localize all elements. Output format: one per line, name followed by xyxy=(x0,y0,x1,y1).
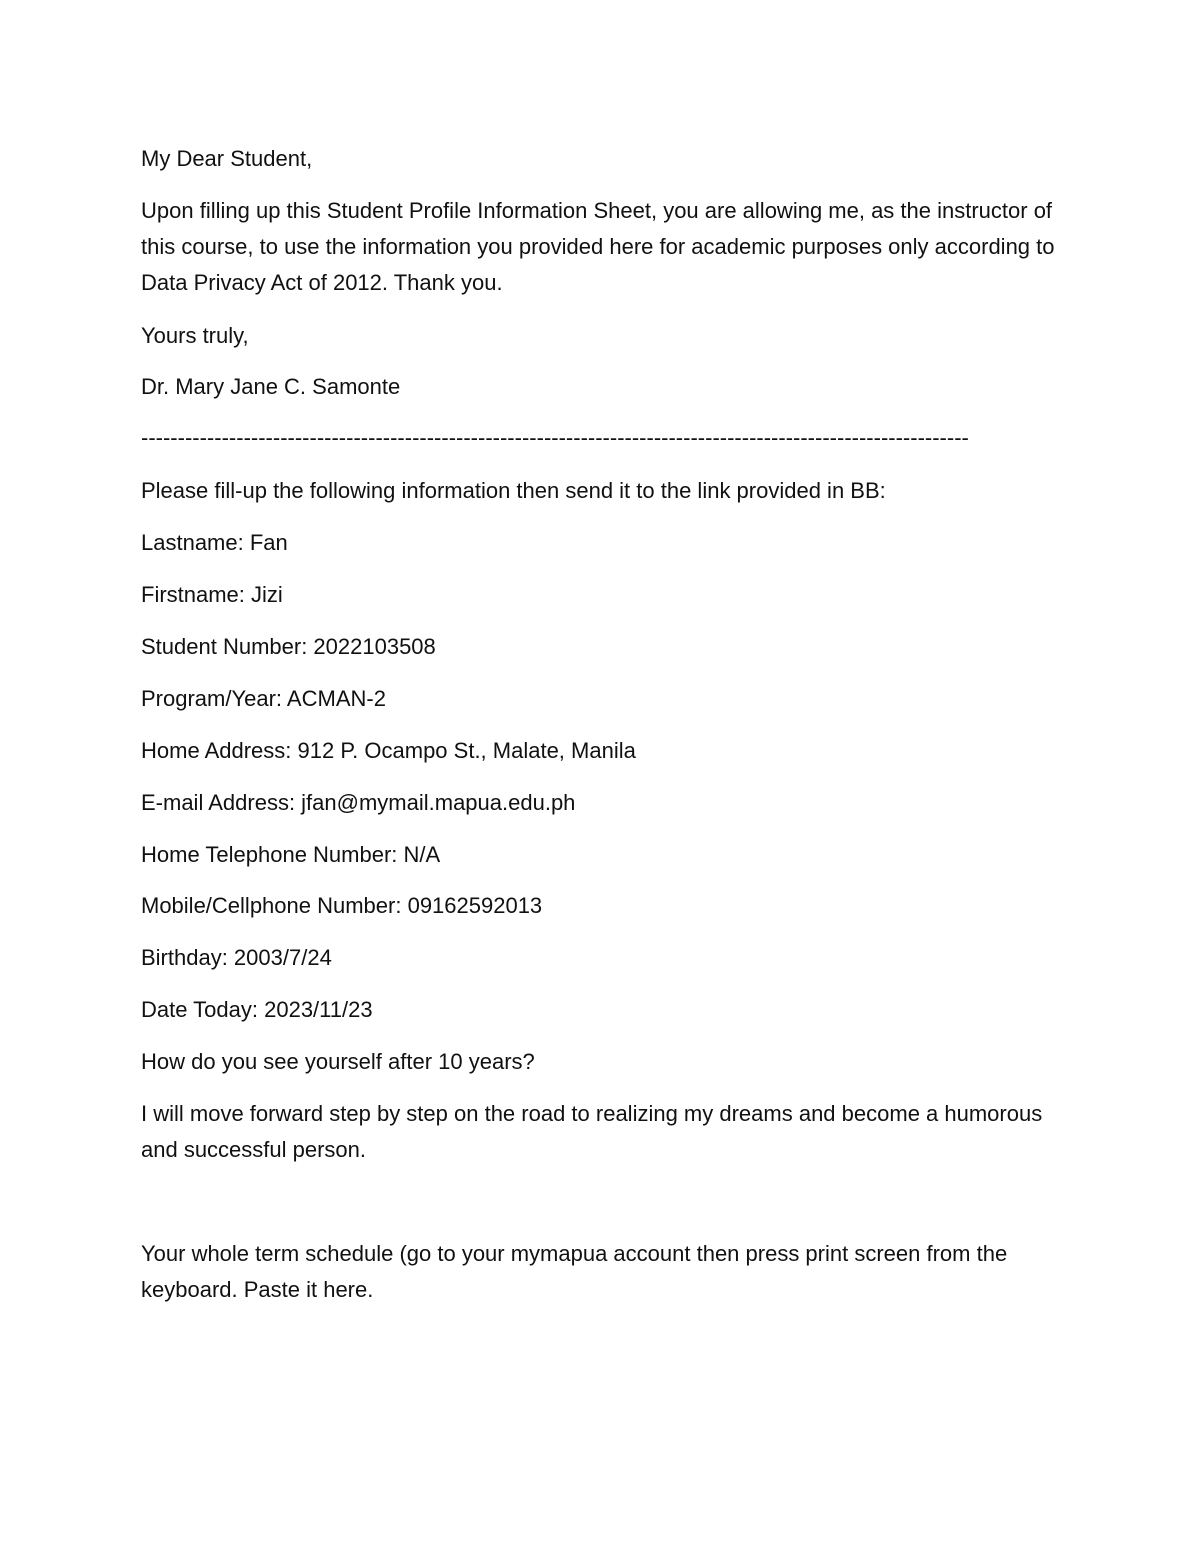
field-home-telephone: Home Telephone Number: N/A xyxy=(141,842,441,867)
field-student-number: Student Number: 2022103508 xyxy=(141,634,436,659)
form-instructions: Please fill-up the following information then send it to the link provided in BB: xyxy=(141,478,886,503)
field-mobile: Mobile/Cellphone Number: 09162592013 xyxy=(141,893,543,918)
field-birthday: Birthday: 2003/7/24 xyxy=(141,945,332,970)
question: How do you see yourself after 10 years? xyxy=(141,1049,535,1074)
signature-name: Dr. Mary Jane C. Samonte xyxy=(141,374,401,399)
field-email: E-mail Address: jfan@mymail.mapua.edu.ph xyxy=(141,790,576,815)
field-home-address: Home Address: 912 P. Ocampo St., Malate, Manila xyxy=(141,738,636,763)
answer-paragraph: I will move forward step by step on the road to realizing my dreams and become a humorous and successful person. xyxy=(141,1101,1043,1162)
consent-paragraph: Upon filling up this Student Profile Information Sheet, you are allowing me, as the instructor of this course, to use the information you provided here for academic purposes only according to Data Privacy Act of 2012. Thank you. xyxy=(141,198,1055,295)
salutation: My Dear Student, xyxy=(141,146,313,171)
schedule-note: Your whole term schedule (go to your mymapua account then press print screen from the keyboard. Paste it here. xyxy=(141,1241,1008,1302)
field-program-year: Program/Year: ACMAN-2 xyxy=(141,686,386,711)
dashed-separator: ----------------------------------------------------------------------------------------------------------------- xyxy=(141,425,969,450)
closing: Yours truly, xyxy=(141,323,249,348)
field-firstname: Firstname: Jizi xyxy=(141,582,283,607)
field-lastname: Lastname: Fan xyxy=(141,530,288,555)
field-date-today: Date Today: 2023/11/23 xyxy=(141,997,373,1022)
